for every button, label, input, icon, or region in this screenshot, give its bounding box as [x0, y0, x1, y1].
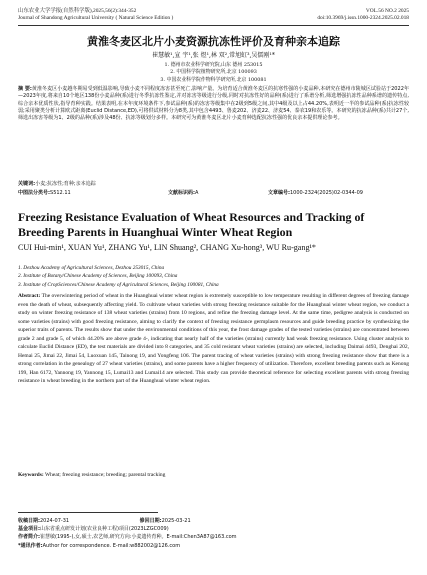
clc-label: 中图法分类号:: [18, 190, 51, 196]
revised-label: 修回日期:: [139, 518, 162, 524]
affiliation-cn-2: 2. 中国科学院植物研究所,北京 100093: [170, 69, 257, 76]
affiliation-en-2: 2. Institute of Botany/Chinese Academy of Sciences, Beijing 100093, China: [18, 273, 178, 280]
classification-row: [18, 190, 409, 197]
doc-code-field: [168, 190, 268, 197]
keywords-en-text: Wheat; freezing resistance; breeding; parental tracking: [44, 472, 166, 478]
abstract-en: [18, 292, 409, 386]
keywords-en: [18, 471, 409, 479]
journal-name-en: Journal of Shandong Agricultural University ( Natural Science Edition ): [18, 15, 174, 22]
affiliations-cn: [0, 62, 427, 84]
abstract-en-label: Abstract:: [18, 293, 41, 299]
affiliation-cn-3: 3. 中国农业科学院作物科学研究所,北京 100081: [160, 76, 267, 83]
footnote-bio: [18, 533, 409, 541]
affiliation-cn-1: 1. 德州市农业科学研究院,山东 德州 253015: [164, 62, 263, 68]
article-number-label: 文章编号:: [268, 190, 290, 196]
received-label: 收稿日期:: [18, 518, 40, 524]
clc-value: S512.11: [50, 190, 71, 196]
title-cn: 黄淮冬麦区北片小麦资源抗冻性评价及育种亲本追踪: [87, 35, 340, 48]
abstract-cn: [18, 86, 409, 123]
title-en: Freezing Resistance Evaluation of Wheat Resources and Tracking of Breeding Parents in Huanghuai Winter Wheat Region: [18, 210, 365, 240]
header-row-2: [18, 15, 409, 22]
header-divider: [18, 25, 409, 26]
footnote-dates: [18, 517, 409, 525]
revised-date: [140, 517, 191, 525]
footnote-correspondence: [18, 542, 409, 550]
fund-label: 基金项目:: [18, 526, 40, 533]
doc-code-label: 文献标识码:: [168, 190, 196, 196]
received-value: 2024-07-31: [40, 518, 70, 524]
received-date: [18, 517, 138, 525]
fund-value: 山东省重点研发计划(农业良种工程)项目(2023LZGC009): [40, 526, 169, 533]
authors-cn: 崔慧敏¹,宣 宇¹,张 煜¹,林 双²,常旭虹³,吴儒刚¹*: [152, 52, 275, 59]
footnote-fund: [18, 525, 409, 533]
clc-field: [18, 190, 168, 197]
footnote-divider: [18, 512, 158, 513]
affiliation-en-1: 1. Dezhou Academy of Agricultural Sciences, Dezhou 253015, China: [18, 265, 165, 271]
keywords-cn: [18, 181, 409, 188]
corr-label: *通讯作者:: [18, 542, 43, 549]
keywords-cn-text: 小麦;抗冻性;育种;亲本追踪: [35, 181, 96, 187]
affiliations-en: [18, 264, 409, 289]
keywords-en-label: Keywords:: [18, 472, 44, 478]
abstract-en-text: The overwintering period of wheat in the Huanghuai winter wheat region is extremely susceptible to low temperature resulting in different degrees of freezing damage even the death of wheat, subsequently affecting yield. To cultivate wheat varieties with strong freezing resistance suitable for the Huanghuai winter wheat region, we conduct a study on winter freezing resistance of 138 wheat varieties (strains) from 10 regions, and refine the freezing damage level. At the same time, pedigree analysis is conducted on some varieties (strains) with good freezing resistance, aiming to clarify the context of freezing resistance germplasm resources and guide breeding practice by synthesizing the superior traits of parents. The results show that under the environmental conditions of this year, the frost damage grades of the tested varieties (strains) are concentrated between grade 2 and grade 5, of which 44.20% are above grade 4-, indicating that nearly half of the varieties (strains) currently had weak freezing resistance. Using cluster analysis to calculate Euclid Distance (ED), the test materials are divided into 8 categories, and 35 cold resistant wheat varieties (strains) are selected, including Daimai 4493, Denghai 202, Hemai 25, Jimai 22, Jimai 54, Luoxuan 145, Tainong 19, and Yongfeng 106. The parent tracing of wheat varieties (strains) with strong freezing resistance show that there is a strong correlation in the genealogy of 27 wheat varieties (strains), and some parents have a higher frequency of utilization. Therefore, excellent breeding parents such as Kenong 199, Han 6172, Yannong 19, Yannong 15, Lumai13 and Lumai14 are selected. This study can provide theoretical reference for selecting excellent parents with strong freezing resistance in wheat breeding in the northern part of the Huanghuai winter wheat region.: [18, 293, 409, 385]
keywords-cn-label: 关键词:: [18, 181, 36, 187]
abstract-cn-label: 摘 要:: [18, 86, 32, 92]
authors-en: CUI Hui-min¹, XUAN Yu¹, ZHANG Yu¹, LIN Shuang², CHANG Xu-hong³, WU Ru-gang¹*: [18, 243, 316, 252]
journal-header: [18, 8, 409, 22]
footnotes: [18, 517, 409, 550]
bio-value: 崔慧敏(1995-),女,硕士,农艺师,研究方向:小麦遗传育种。E-mail:Chen3A87@163.com: [40, 534, 237, 541]
article-number-value: 1000-2324(2025)02-0344-09: [290, 190, 363, 196]
doc-code-value: A: [195, 190, 199, 196]
corr-value: Author for correspondence. E-mail:w882002@126.com: [42, 542, 181, 549]
bio-label: 作者简介:: [18, 534, 40, 541]
volume-info: VOL.56 NO.2 2025: [365, 8, 409, 14]
article-number-field: [268, 190, 363, 197]
affiliation-en-3: 3. Institute of CropSciences/Chinese Academy of Agricultural Sciences, Beijing 100081, China: [18, 281, 219, 288]
journal-citation-cn: 山东农业大学学报(自然科学版),2025,56(2):344-352: [18, 8, 137, 14]
revised-value: 2025-03-21: [161, 518, 191, 524]
doi-link[interactable]: doi:10.3969/j.issn.1000-2324.2025.02.018: [317, 15, 409, 22]
abstract-cn-text: 黄淮冬麦区小麦越冬期易受到低温影响,导致小麦不同程度冻害甚至死亡,影响产量。为培育适合黄淮冬麦区的抗寒性强的小麦品种,本研究在德州市陵城区试验站于2022年—2023年度,将来自10个地区138份小麦品种(系)进行冬季抗冻性鉴定,并对冻害等级进行分级,同时对抗冻性好的品种(系)进行了系谱分析,筛选增强抗冻性品种系谱的遗传特点,综合亲本优质性状,指导育种实践。结果表明,在本年度环境条件下,参试品种(系)的冻害等级集中在2级到5级之间,其中4级及以上占44.20%,表明近一半的参试品种(系)抗冻性较弱;采用聚类分析计算欧式距离(Euclid Distance,ED),可将供试材料分为8类,其中包含4493、鲁麦202、济麦22、济麦54、泰农19和农乐等。本研究的抗冻品种(系)共计27个,筛选出冻害等级为1、2级的品种(系)涉及48份、抗冻等级划分多样。本研究可为黄淮冬麦区北片小麦育种选配抗冻性强的优良亲本提供理论参考。: [18, 86, 410, 122]
